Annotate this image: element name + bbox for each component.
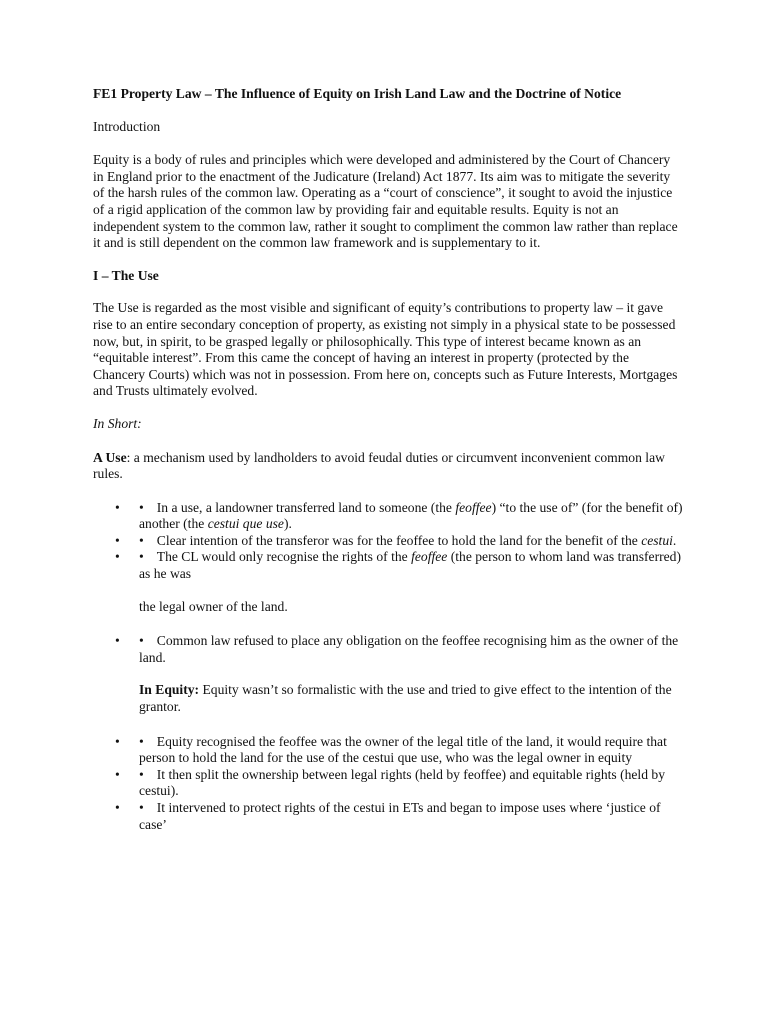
bullet-icon: • (139, 800, 144, 815)
document-title: FE1 Property Law – The Influence of Equity on Irish Land Law and the Doctrine of Notice (93, 86, 622, 101)
list-item: • • Clear intention of the transferor was for the feoffee to hold the land for the benefit of the cestui. (115, 532, 677, 548)
bullet-icon: • (115, 633, 120, 649)
list-item: • • Equity recognised the feoffee was the owner of the legal title of the land, it would require that person to hold the land for the use of the cestui que use, who was the legal owner in equity (115, 733, 667, 766)
in-equity-label: In Equity: (139, 682, 200, 698)
bullet-icon: • (115, 733, 120, 749)
bullet-list-c (93, 734, 683, 834)
the-use-paragraph: The Use is regarded as the most visible and significant of equity’s contributions to property law – it gave rise to an entire secondary conception of property, as existing not simply in a physical state to be possessed now, but, in spirit, to be grasped legally or philosophically. This type of interest became known as an “equitable interest”. From this came the concept of having an interest in property (protected by the Chancery Courts) which was not in possession. From here on, concepts such as Future Interests, Mortgages and Trusts ultimately evolved. (93, 300, 678, 399)
bullet-icon: • (115, 766, 120, 782)
document-page (93, 86, 683, 833)
bullet-icon: • (139, 549, 144, 565)
in-short-label: In Short: (93, 415, 142, 431)
introduction-heading: Introduction (93, 118, 161, 134)
bullet-icon: • (115, 800, 120, 815)
bullet-icon: • (115, 549, 120, 565)
list-item: • • It then split the ownership between legal rights (held by feoffee) and equitable rights (held by cestui). (115, 766, 665, 799)
bullet-icon: • (115, 532, 120, 548)
section-heading-the-use: I – The Use (93, 267, 159, 283)
list-item: • • In a use, a landowner transferred land to someone (the feoffee) “to the use of” (for the benefit of) another (the cestui que use). (115, 499, 683, 532)
use-definition (93, 450, 683, 483)
in-equity-paragraph (93, 682, 683, 715)
bullet-icon: • (139, 532, 144, 548)
list-item: • • The CL would only recognise the rights of the feoffee (the person to whom land was transferred) as he was (115, 549, 681, 582)
list-item: • • It intervened to protect rights of the cestui in ETs and began to impose uses where ‘justice of case’ (115, 800, 661, 832)
use-definition-text: : a mechanism used by landholders to avoid feudal duties or circumvent inconvenient common law rules. (93, 449, 665, 482)
continuation-text: the legal owner of the land. (139, 598, 288, 614)
bullet-icon: • (139, 733, 144, 749)
bullet-icon: • (139, 766, 144, 782)
introduction-paragraph: Equity is a body of rules and principles which were developed and administered by the Court of Chancery in England prior to the enactment of the Judicature (Ireland) Act 1877. Its aim was to mitigate the severity of the harsh rules of the common law. Operating as a “court of conscience”, it sought to avoid the injustice of a rigid application of the common law by providing fair and equitable results. Equity is not an independent system to the common law, rather it sought to compliment the common law rather than replace it and is still dependent on the common law framework and is supplementary to it. (93, 152, 678, 251)
bullet-icon: • (139, 633, 144, 649)
use-definition-term: A Use (93, 449, 127, 465)
list-item: • • Common law refused to place any obligation on the feoffee recognising him as the owner of the land. (115, 633, 679, 665)
bullet-list-a (93, 500, 683, 583)
bullet-list-b (93, 633, 683, 666)
in-equity-text: Equity wasn’t so formalistic with the use and tried to give effect to the intention of the grantor. (139, 682, 672, 715)
bullet-icon: • (115, 499, 120, 515)
bullet-icon: • (139, 499, 144, 515)
